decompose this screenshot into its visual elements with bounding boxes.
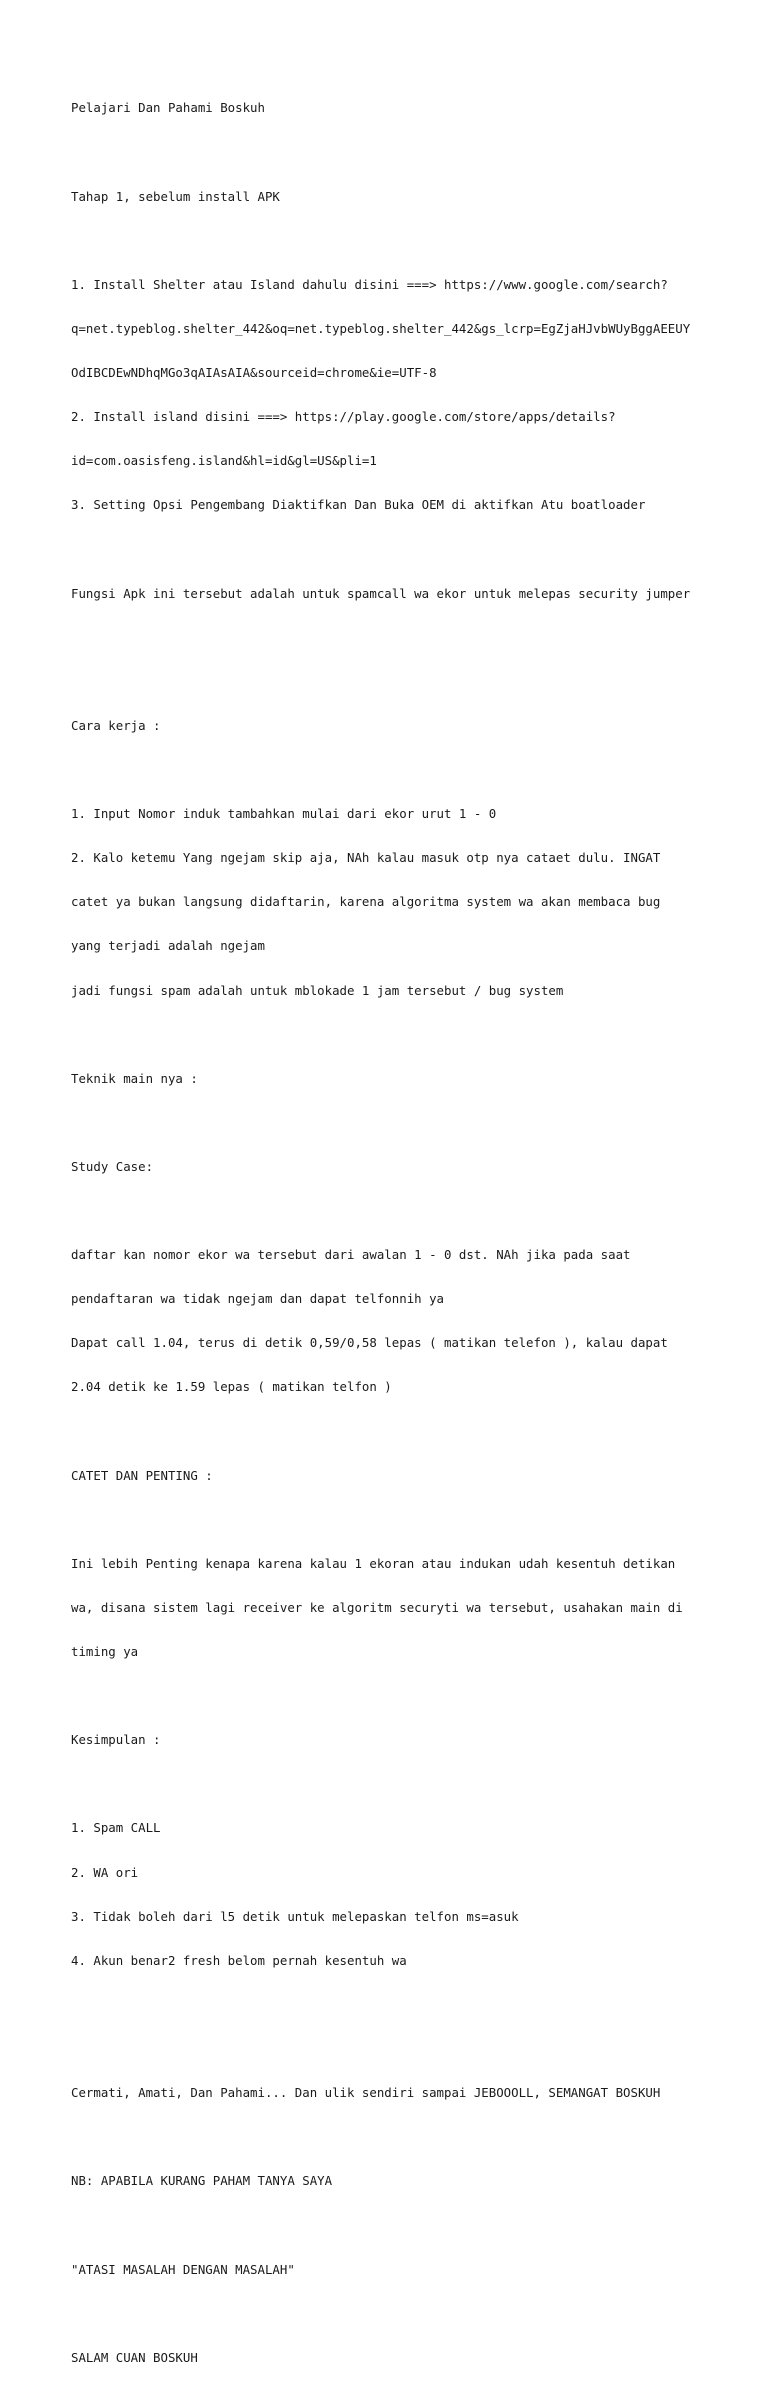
doc-line: 4. Akun benar2 fresh belom pernah kesentuh wa bbox=[71, 1952, 407, 1968]
doc-line: Cara kerja : bbox=[71, 717, 161, 733]
doc-line bbox=[71, 146, 721, 161]
doc-line: Kesimpulan : bbox=[71, 1732, 161, 1748]
doc-line: NB: APABILA KURANG PAHAM TANYA SAYA bbox=[71, 2173, 333, 2189]
doc-line: 2.04 detik ke 1.59 lepas ( matikan telfon ) bbox=[71, 1379, 392, 1395]
doc-line: timing ya bbox=[71, 1644, 139, 1660]
doc-line: id=com.oasisfeng.island&hl=id&gl=US&pli=1 bbox=[71, 453, 377, 469]
doc-line: Study Case: bbox=[71, 1158, 154, 1174]
doc-line bbox=[71, 542, 721, 557]
doc-line: pendaftaran wa tidak ngejam dan dapat telfonnih ya bbox=[71, 1291, 444, 1307]
doc-line: jadi fungsi spam adalah untuk mblokade 1 jam tersebut / bug system bbox=[71, 982, 564, 998]
doc-line bbox=[71, 1204, 721, 1219]
doc-line: Dapat call 1.04, terus di detik 0,59/0,58 lepas ( matikan telefon ), kalau dapat bbox=[71, 1335, 668, 1351]
doc-line bbox=[71, 2218, 721, 2233]
doc-line bbox=[71, 631, 721, 646]
doc-line: 2. WA ori bbox=[71, 1864, 139, 1880]
doc-line bbox=[71, 2130, 721, 2145]
doc-line: Fungsi Apk ini tersebut adalah untuk spamcall wa ekor untuk melepas security jumper bbox=[71, 585, 691, 601]
doc-line: Tahap 1, sebelum install APK bbox=[71, 188, 280, 204]
doc-line bbox=[71, 2042, 721, 2057]
doc-line bbox=[71, 1513, 721, 1528]
doc-line: Cermati, Amati, Dan Pahami... Dan ulik sendiri sampai JEBOOOLL, SEMANGAT BOSKUH bbox=[71, 2085, 661, 2101]
doc-line: wa, disana sistem lagi receiver ke algoritm securyti wa tersebut, usahakan main di bbox=[71, 1599, 683, 1615]
doc-line: 1. Spam CALL bbox=[71, 1820, 161, 1836]
doc-line: OdIBCDEwNDhqMGo3qAIAsAIA&sourceid=chrome&ie=UTF-8 bbox=[71, 365, 437, 381]
doc-line: "ATASI MASALAH DENGAN MASALAH" bbox=[71, 2261, 295, 2277]
doc-line: q=net.typeblog.shelter_442&oq=net.typeblog.shelter_442&gs_lcrp=EgZjaHJvbWUyBggAEEUY bbox=[71, 320, 691, 336]
doc-line: Ini lebih Penting kenapa karena kalau 1 ekoran atau indukan udah kesentuh detikan bbox=[71, 1555, 676, 1571]
doc-line bbox=[71, 1425, 721, 1440]
doc-line: CATET DAN PENTING : bbox=[71, 1467, 213, 1483]
doc-line: yang terjadi adalah ngejam bbox=[71, 938, 265, 954]
doc-line: 2. Install island disini ===> https://play.google.com/store/apps/details? bbox=[71, 409, 616, 425]
doc-line bbox=[71, 763, 721, 778]
doc-line bbox=[71, 1777, 721, 1792]
doc-line bbox=[71, 1689, 721, 1704]
doc-line: Pelajari Dan Pahami Boskuh bbox=[71, 100, 265, 116]
document-text bbox=[71, 72, 721, 2395]
doc-line: 1. Install Shelter atau Island dahulu disini ===> https://www.google.com/search? bbox=[71, 276, 668, 292]
doc-line: 3. Setting Opsi Pengembang Diaktifkan Dan Buka OEM di aktifkan Atu boatloader bbox=[71, 497, 646, 513]
doc-line: catet ya bukan langsung didaftarin, karena algoritma system wa akan membaca bug bbox=[71, 894, 661, 910]
doc-line: Teknik main nya : bbox=[71, 1070, 198, 1086]
doc-line: 2. Kalo ketemu Yang ngejam skip aja, NAh kalau masuk otp nya cataet dulu. INGAT bbox=[71, 850, 661, 866]
doc-line: 1. Input Nomor induk tambahkan mulai dari ekor urut 1 - 0 bbox=[71, 806, 497, 822]
doc-line: daftar kan nomor ekor wa tersebut dari awalan 1 - 0 dst. NAh jika pada saat bbox=[71, 1247, 631, 1263]
doc-line bbox=[71, 234, 721, 249]
doc-line bbox=[71, 1998, 721, 2013]
doc-line bbox=[71, 2307, 721, 2322]
doc-line bbox=[71, 1028, 721, 1043]
doc-line: SALAM CUAN BOSKUH bbox=[71, 2349, 198, 2365]
doc-line: 3. Tidak boleh dari l5 detik untuk melepaskan telfon ms=asuk bbox=[71, 1908, 519, 1924]
doc-line bbox=[71, 675, 721, 690]
doc-line bbox=[71, 1116, 721, 1131]
